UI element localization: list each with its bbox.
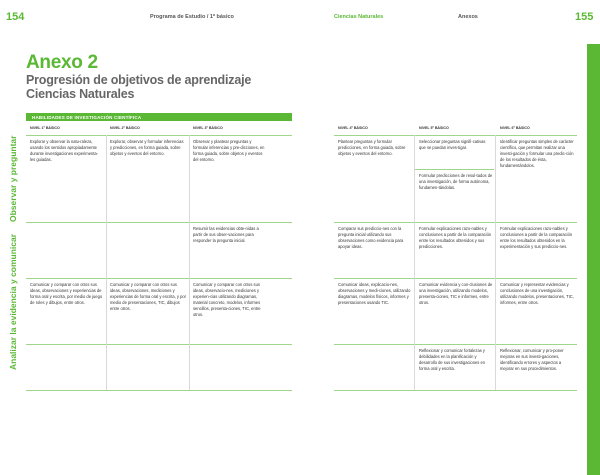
- left-page-number: 154: [6, 11, 25, 23]
- cell-observe-2: Explorar, observar y formular inferencias y predicciones, en forma guiada, sobre objetos y eventos del entorno.: [110, 139, 184, 157]
- row-rule: [334, 222, 577, 223]
- column-header-2: NIVEL 2º BÁSICO: [110, 126, 140, 130]
- cell-analyze-6: Formular explicaciones razo-nables y conclusiones a partir de la comparación entre los resultados obtenidos en la experimentación y sus prediccio-nes.: [500, 226, 573, 250]
- column-rule: [106, 135, 107, 390]
- row-rule: [26, 222, 292, 223]
- annex-title: Anexo 2: [26, 52, 98, 73]
- cell-communicate-3: Comunicar y comparar con otros sus ideas, observacio-nes, mediciones y experien-cias utilizando diagramas, material concreto, modelos, informes sencillos, presenta-ciones, TIC, entre otros.: [193, 282, 261, 318]
- column-rule: [414, 135, 415, 390]
- annex-subtitle-line2: Ciencias Naturales: [26, 87, 135, 101]
- column-header-5: NIVEL 5º BÁSICO: [419, 126, 449, 130]
- row-rule: [26, 390, 292, 391]
- row-rule: [26, 344, 292, 345]
- cell-communicate-4: Comunicar ideas, explicacio-nes, observaciones y medi-ciones, utilizando diagramas, modelos físicos, informes y presentaciones usando TIC.: [338, 282, 411, 306]
- cell-communicate-1: Comunicar y comparar con otros sus ideas, observaciones y experiencias de forma oral y escrita, por medio de juego de roles y dibujos, entre otros.: [30, 282, 103, 306]
- row-rule: [334, 278, 577, 279]
- skills-band-label: HABILIDADES DE INVESTIGACIÓN CIENTÍFICA: [32, 114, 142, 120]
- right-section-title: Ciencias Naturales: [334, 14, 384, 20]
- cell-observe-3: Observar y plantear preguntas y formular inferencias y pre-dicciones, en forma guiada, sobre objetos y eventos del entorno.: [193, 139, 265, 163]
- column-rule: [189, 135, 190, 390]
- cell-analyze-5: Formular explicaciones razo-nables y conclusiones a partir de la comparación entre los resultados obtenidos y sus predicciones.: [419, 226, 492, 250]
- column-header-6: NIVEL 6º BÁSICO: [500, 126, 530, 130]
- right-chapter-title: Anexos: [458, 14, 478, 20]
- cell-reflect-5: Reflexionar y comunicar fortalezas y debilidades en la planificación y desarrollo de sus investigaciones en forma oral y escrita.: [419, 348, 485, 372]
- cell-observe-4: Plantear preguntas y formular predicciones, en forma guiada, sobre objetos y eventos del entorno.: [338, 139, 406, 157]
- page-edge-bar: [587, 44, 600, 475]
- row-rule: [26, 135, 292, 136]
- cell-observe-5b: Formular predicciones de resul-tados de una investigación, de forma autónoma, fundamen-tándolas.: [419, 173, 493, 191]
- cell-observe-1: Explorar y observar la natu-raleza, usando los sentidos apropiadamente durante investigaciones experimenta-les guiadas.: [30, 139, 99, 163]
- side-label-analizar: Analizar la evidencia y comunicar: [8, 233, 18, 370]
- column-header-3: NIVEL 3º BÁSICO: [193, 126, 223, 130]
- row-rule: [26, 278, 292, 279]
- row-rule: [334, 344, 577, 345]
- side-label-observar: Observar y preguntar: [8, 135, 18, 222]
- column-header-4: NIVEL 4º BÁSICO: [338, 126, 368, 130]
- column-header-1: NIVEL 1º BÁSICO: [30, 126, 60, 130]
- cell-observe-6: Identificar preguntas simples de carácter científico, que permitan realizar una investi-gación y formular una predic-ción de los resultados de ésta, fundamentándolos.: [500, 139, 574, 169]
- cell-analyze-4: Comparar sus prediccio-nes con la pregunta inicial utilizando sus observaciones como evidencia para apoyar ideas.: [338, 226, 404, 250]
- cell-communicate-6: Comunicar y representar evidencias y conclusiones de una investigación, utilizando modelos, presentaciones, TIC, informes, entre otros.: [500, 282, 574, 306]
- skills-band: [26, 113, 292, 121]
- annex-subtitle-line1: Progresión de objetivos de aprendizaje: [26, 73, 252, 87]
- right-page-number: 155: [575, 11, 594, 23]
- cell-communicate-5: Comunicar evidencia y con-clusiones de una investigación, utilizando modelos, presenta-ciones, TIC e informes, entre otros.: [419, 282, 493, 306]
- cell-observe-5a: Seleccionar preguntas signifi-cativas que se puedan inves-tigar.: [419, 139, 486, 151]
- row-rule: [334, 135, 577, 136]
- cell-communicate-2: Comunicar y comparar con otros sus ideas, observaciones, mediciones y experiencias de forma oral y escrita, y por medio de presentaciones, TIC, dibujos entre otros.: [110, 282, 186, 312]
- column-rule: [495, 135, 496, 390]
- row-rule: [414, 169, 494, 170]
- cell-reflect-6: Reflexionar, comunicar y pro-poner mejoras en sus investi-gaciones, identificando errores y aspectos a mejorar en sus procedimientos.: [500, 348, 564, 372]
- left-running-title: Programa de Estudio / 1º básico: [150, 14, 234, 20]
- cell-analyze-3: Resumir las evidencias obte-nidas a partir de sus obser-vaciones para responder la pregunta inicial.: [193, 226, 259, 244]
- row-rule: [334, 390, 577, 391]
